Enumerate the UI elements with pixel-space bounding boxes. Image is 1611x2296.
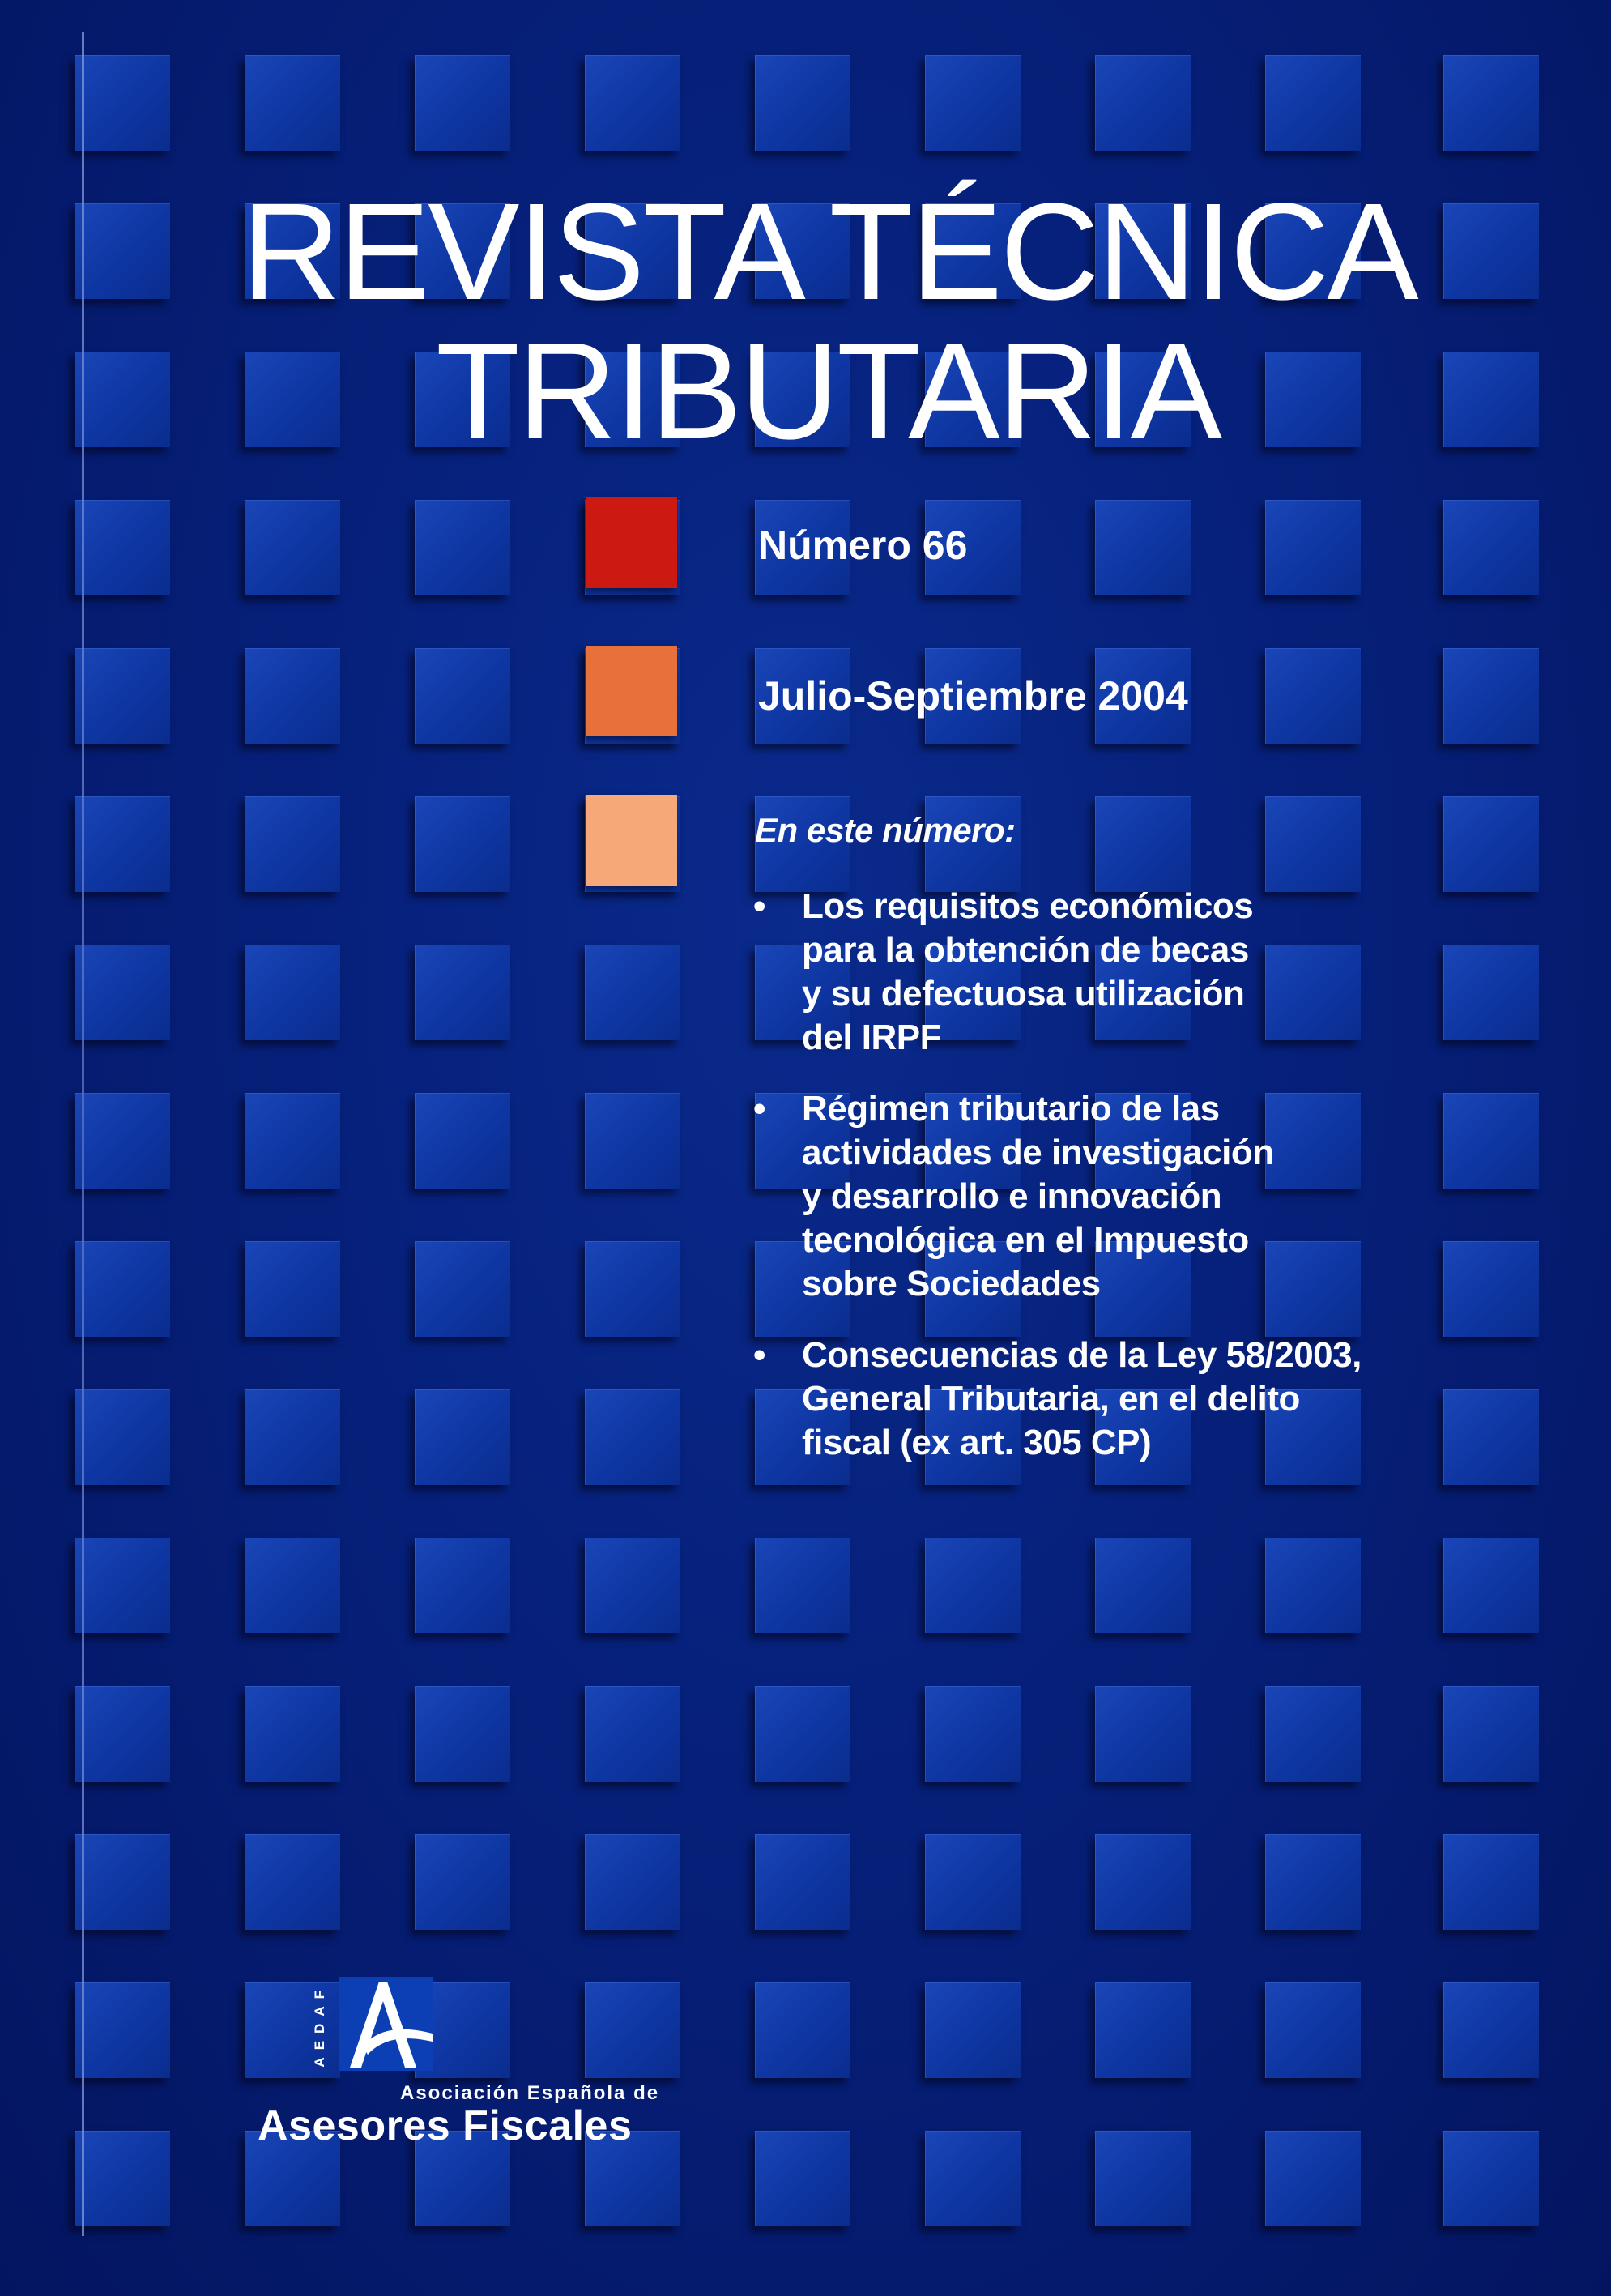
association-line-1: Asociación Española de [400,2082,660,2104]
contents-item-regimen [752,1087,1562,1306]
background-tile [1265,500,1361,595]
background-tile [75,1982,170,2078]
background-tile [1443,55,1539,151]
background-tile [585,945,680,1040]
background-tile [1265,2131,1361,2226]
background-tile [245,1389,340,1485]
background-tile [1265,1834,1361,1930]
background-tile [75,1686,170,1782]
background-tile [1265,1686,1361,1782]
orange-square-accent [586,646,677,736]
background-tile [755,55,850,151]
background-tile [755,1982,850,2078]
background-tile [245,1241,340,1337]
background-tile [585,1834,680,1930]
background-tile [1443,2131,1539,2226]
background-tile [1443,796,1539,892]
background-tile [1095,2131,1191,2226]
contents-item-becas [752,885,1562,1060]
background-tile [415,1093,510,1189]
contents-item-line: fiscal (ex art. 305 CP) [802,1423,1152,1462]
cover-title-line-1: REVISTA TÉCNICA [241,175,1417,329]
contents-item-line: • Los requisitos económicos [802,886,1254,926]
issue-date: Julio-Septiembre 2004 [758,673,1188,719]
background-tile [755,1686,850,1782]
background-tile [415,55,510,151]
contents-item-line: y su defectuosa utilización [802,974,1245,1014]
peach-square-accent [586,795,677,886]
background-tile [1443,352,1539,447]
background-tile [245,1834,340,1930]
background-tile [75,500,170,595]
background-tile [585,55,680,151]
background-tile [415,796,510,892]
contents-item-line: y desarrollo e innovación [802,1176,1222,1216]
background-tile [245,1686,340,1782]
background-tile [1095,500,1191,595]
background-tile [75,2131,170,2226]
background-tile [1265,55,1361,151]
background-tile [75,1241,170,1337]
background-tile [245,500,340,595]
background-tile [1443,648,1539,744]
background-tile [245,648,340,744]
background-tile [1265,1982,1361,2078]
background-tile [1265,796,1361,892]
association-name: Asesores Fiscales [258,2102,633,2149]
background-tile [1443,1982,1539,2078]
background-tile [415,1834,510,1930]
contents-list [752,885,1562,1492]
background-tile [1095,1834,1191,1930]
background-tile [925,1834,1021,1930]
background-tile [415,1686,510,1782]
aedaf-acronym: AEDAF [312,1983,327,2068]
background-tile [1443,500,1539,595]
background-tile [755,2131,850,2226]
background-tile [755,1538,850,1633]
background-tile [1443,203,1539,299]
contents-item-line: actividades de investigación [802,1133,1274,1172]
red-square-accent [586,497,677,588]
background-tile [925,2131,1021,2226]
contents-heading: En este número: [755,811,1016,849]
background-tile [415,1538,510,1633]
contents-item-line: sobre Sociedades [802,1264,1101,1304]
background-tile [585,1389,680,1485]
background-tile [245,796,340,892]
contents-item-line: tecnológica en el Impuesto [802,1220,1249,1260]
background-tile [245,945,340,1040]
background-tile [925,1686,1021,1782]
background-tile [1265,1538,1361,1633]
background-tile [1095,1982,1191,2078]
contents-item-line: del IRPF [802,1018,942,1057]
background-tile [245,352,340,447]
background-tile [415,945,510,1040]
background-tile [415,1241,510,1337]
contents-item-line: • Consecuencias de la Ley 58/2003, [802,1335,1362,1375]
background-tile [1095,55,1191,151]
issue-number: Número 66 [758,523,968,568]
background-tile [585,1093,680,1189]
background-tile [75,1834,170,1930]
stylized-a-logo-icon [339,1977,433,2071]
contents-item-line: General Tributaria, en el delito [802,1379,1300,1419]
background-tile [415,648,510,744]
background-tile [925,1538,1021,1633]
background-tile [585,1538,680,1633]
background-tile [75,1389,170,1485]
background-tile [75,55,170,151]
background-tile [1095,796,1191,892]
background-tile [415,1389,510,1485]
background-tile [585,1241,680,1337]
contents-item-consecuencias [752,1334,1562,1465]
cover-title-line-2: TRIBUTARIA [436,314,1221,468]
background-tile [75,648,170,744]
background-tile [1265,352,1361,447]
spine-fold-line [82,32,84,2236]
background-tile [925,1982,1021,2078]
contents-item-line: • Régimen tributario de las [802,1089,1220,1129]
background-tile [245,1538,340,1633]
background-tile [75,1538,170,1633]
background-tile [755,1834,850,1930]
background-tile [245,55,340,151]
background-tile [245,1093,340,1189]
background-tile [75,945,170,1040]
background-tile [1265,648,1361,744]
background-tile [75,352,170,447]
background-tile [75,1093,170,1189]
background-tile [1443,1834,1539,1930]
background-tile [585,1686,680,1782]
background-tile [1443,1538,1539,1633]
contents-item-line: para la obtención de becas [802,930,1249,970]
background-tile [415,500,510,595]
background-tile [925,55,1021,151]
background-tile [1443,1686,1539,1782]
background-tile [1095,1686,1191,1782]
background-tile [1095,1538,1191,1633]
background-tile [75,796,170,892]
background-tile [75,203,170,299]
